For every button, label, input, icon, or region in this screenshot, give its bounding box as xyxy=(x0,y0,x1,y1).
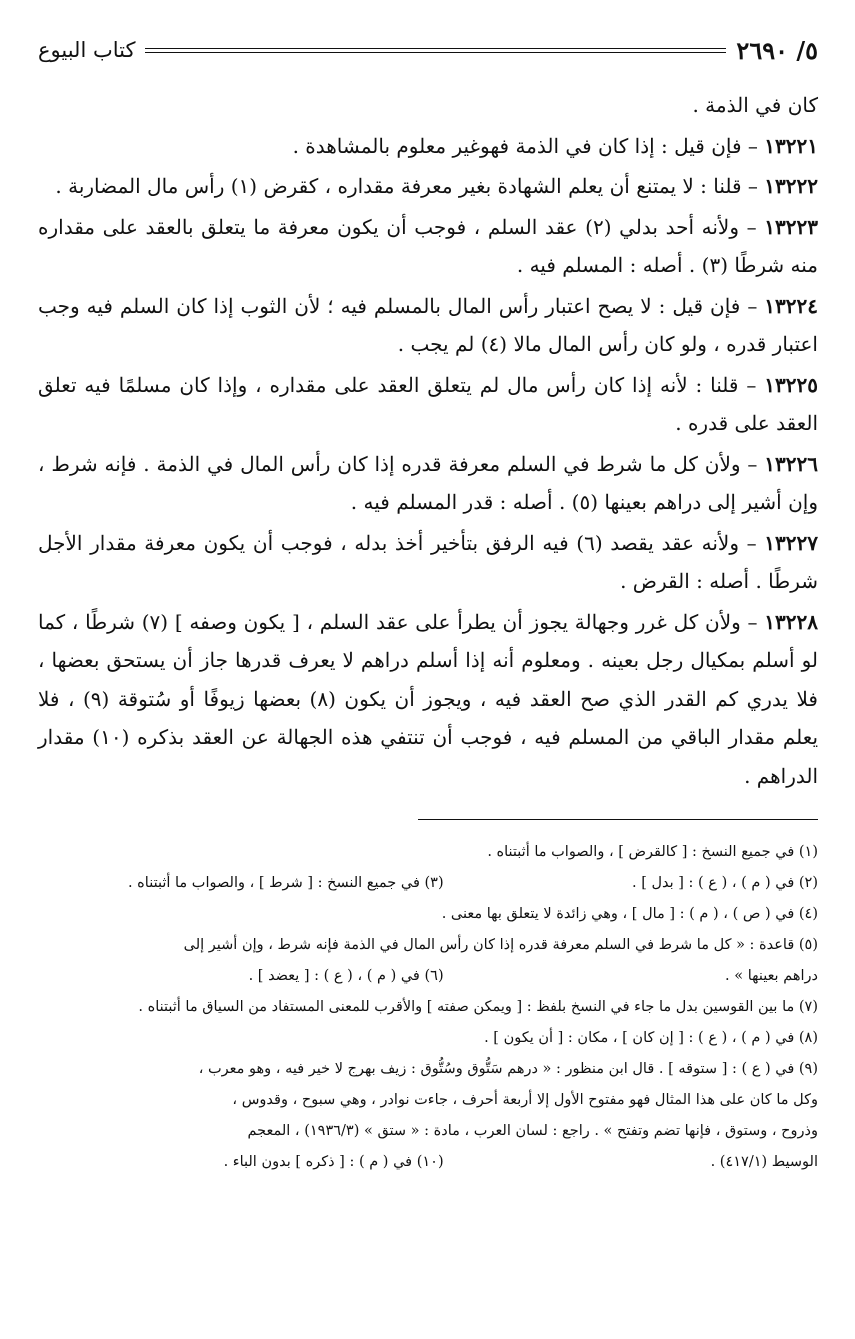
paragraph-13227: ١٣٢٢٧ – ولأنه عقد يقصد (٦) فيه الرفق بتأخير أخذ بدله ، فوجب أن يكون معرفة مقدار الأجل شرطًا . أصله : القرض . xyxy=(38,530,818,593)
paragraph-0: كان في الذمة . xyxy=(692,93,818,117)
paragraph-13228: ١٣٢٢٨ – ولأن كل غرر وجهالة يجوز أن يطرأ على عقد السلم ، [ يكون وصفه ] (٧) شرطًا ، كما لو أسلم بمكيال رجل بعينه . ومعلوم أنه إذا أسلم دراهم لا يعرف قدرها جاز أن يستحق بعضها ، فلا يدري كم القدر الذي صح العقد فيه ، ويجوز أن يكون (٨) بعضها زيوفًا أو سُتوقة (٩) ، فلا يعلم مقدار الباقي من المسلم فيه ، فوجب أن تنتفي هذه الجهالة عن العقد بذكره (١٠) مقدار الدراهم . xyxy=(38,609,819,788)
paragraph-13221: ١٣٢٢١ – فإن قيل : إذا كان في الذمة فهوغير معلوم بالمشاهدة . xyxy=(292,133,818,158)
book-title: كتاب البيوع xyxy=(38,38,136,62)
main-text xyxy=(38,86,818,795)
footnotes xyxy=(38,838,818,1177)
footnote-row-2-3 xyxy=(38,869,818,898)
footnote-10: (١٠) في ( م ) : [ ذكره ] بدون الباء . xyxy=(223,1154,444,1170)
footnote-9-cont-1: وكل ما كان على هذا المثال فهو مفتوح الأول إلا أربعة أحرف ، جاءت نوادر ، وهي سبوح ، وقدوس ، xyxy=(232,1092,818,1108)
paragraph-13224: ١٣٢٢٤ – فإن قيل : لا يصح اعتبار رأس المال بالمسلم فيه ؛ لأن الثوب إذا كان السلم فيه وجب اعتبار قدره ، ولو كان رأس المال مالا (٤) لم يجب . xyxy=(38,293,818,356)
footnote-6: (٦) في ( م ) ، ( ع ) : [ يعضد ] . xyxy=(248,968,444,984)
paragraph-13222: ١٣٢٢٢ – قلنا : لا يمتنع أن يعلم الشهادة بغير معرفة مقداره ، كقرض (١) رأس مال المضاربة . xyxy=(55,174,818,198)
footnote-9-cont-3: الوسيط (٤١٧/١) . xyxy=(710,1154,818,1170)
footnote-1: (١) في جميع النسخ : [ كالقرض ] ، والصواب ما أثبتناه . xyxy=(487,844,818,860)
footnote-separator xyxy=(418,819,818,820)
paragraph-13226: ١٣٢٢٦ – ولأن كل ما شرط في السلم معرفة قدره إذا كان رأس المال في الذمة . فإنه شرط ، وإن أشير إلى دراهم بعينها (٥) . أصله : قدر المسلم فيه . xyxy=(38,451,818,514)
paragraph-13223: ١٣٢٢٣ – ولأنه أحد بدلي (٢) عقد السلم ، فوجب أن يكون معرفة ما يتعلق بالعقد على مقداره منه شرطًا (٣) . أصله : المسلم فيه . xyxy=(38,214,818,277)
document-page xyxy=(38,30,818,1179)
footnote-7: (٧) ما بين القوسين بدل ما جاء في النسخ بلفظ : [ ويمكن صفته ] والأقرب للمعنى المستفاد من السياق ما أثبتناه . xyxy=(138,999,818,1015)
footnote-4: (٤) في ( ص ) ، ( م ) : [ مال ] ، وهي زائدة لا يتعلق بها معنى . xyxy=(441,906,818,922)
footnote-5: (٥) قاعدة : « كل ما شرط في السلم معرفة قدره إذا كان رأس المال في الذمة فإنه شرط ، وإن أشير إلى xyxy=(183,937,818,953)
footnote-8: (٨) في ( م ) ، ( ع ) : [ إن كان ] ، مكان : [ أن يكون ] . xyxy=(484,1030,818,1046)
paragraph-13225: ١٣٢٢٥ – قلنا : لأنه إذا كان رأس مال لم يتعلق العقد على مقداره ، وإذا كان مسلمًا فيه تعلق العقد على قدره . xyxy=(38,372,818,435)
footnote-3: (٣) في جميع النسخ : [ شرط ] ، والصواب ما أثبتناه . xyxy=(127,875,444,891)
page-header xyxy=(38,30,818,70)
footnote-row-5-6 xyxy=(38,962,818,991)
footnote-9-cont-2: وذروح ، وستوق ، فإنها تضم وتفتح » . راجع : لسان العرب ، مادة : « ستق » (١٩٣٦/٣) ، المعجم xyxy=(247,1123,818,1139)
footnote-2: (٢) في ( م ) ، ( ع ) : [ بدل ] . xyxy=(632,875,818,891)
page-reference: ٥/ ٢٦٩٠ xyxy=(736,35,818,65)
footnote-row-9-10 xyxy=(38,1148,818,1177)
footnote-5-cont: دراهم بعينها » . xyxy=(725,968,818,984)
footnote-9: (٩) في ( ع ) : [ ستوقه ] . قال ابن منظور : « درهم سَتُّوق وسُتُّوق : زيف بهرج لا خير فيه ، وهو معرب ، xyxy=(198,1061,818,1077)
header-rule xyxy=(145,48,726,53)
